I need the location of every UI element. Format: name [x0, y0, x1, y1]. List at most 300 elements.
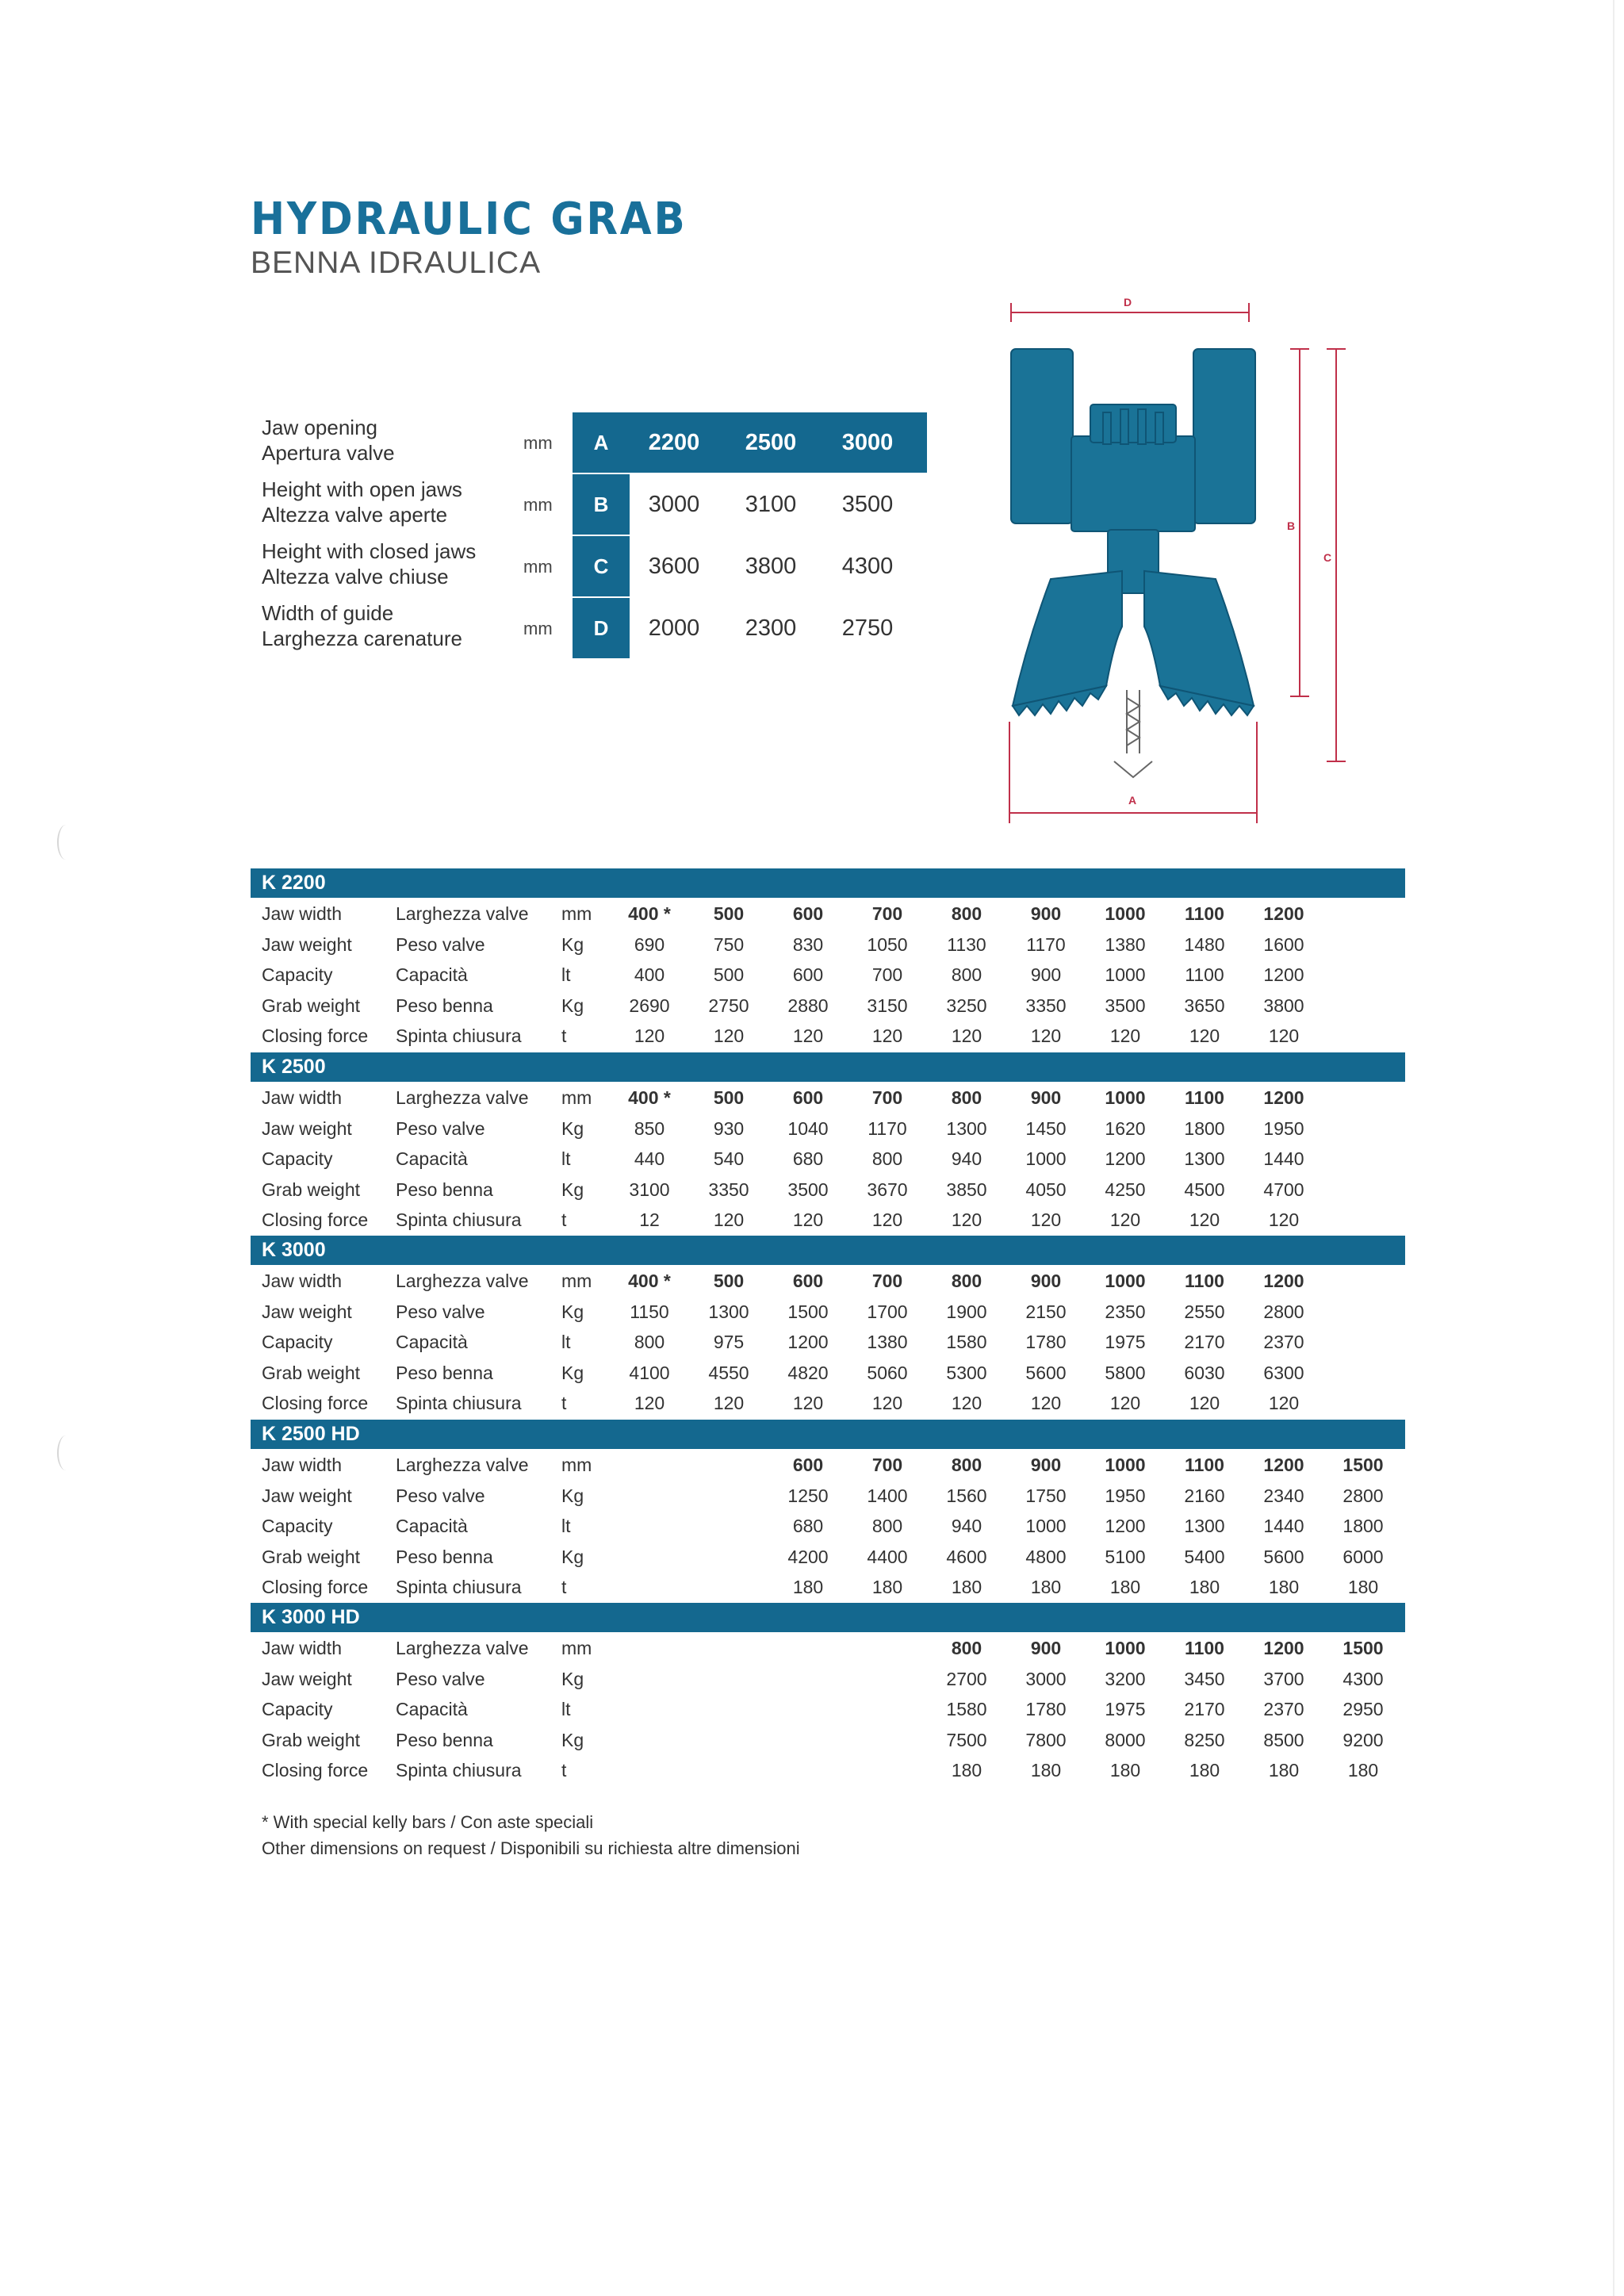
table-cell: 900 [1030, 903, 1062, 924]
row-label-it: Spinta chiusura [396, 1025, 522, 1047]
dimension-value: 3000 [841, 430, 894, 455]
table-cell: 1440 [1263, 1516, 1304, 1537]
row-unit: Kg [561, 1301, 584, 1322]
row-unit: mm [561, 1087, 592, 1108]
table-cell: 1200 [787, 1332, 829, 1353]
table-row [251, 1082, 1405, 1113]
table-row [251, 1754, 1405, 1785]
row-label-en: Grab weight [262, 1546, 361, 1567]
table-row [251, 898, 1405, 929]
dimension-unit: mm [523, 433, 553, 453]
table-cell: 1975 [1105, 1332, 1146, 1353]
table-cell: 2750 [708, 995, 749, 1016]
table-cell: 1800 [1342, 1516, 1384, 1537]
row-unit: t [561, 1393, 567, 1414]
dimension-key: A [573, 412, 630, 473]
table-row [251, 1143, 1405, 1174]
table-cell: 1800 [1184, 1117, 1225, 1139]
table-cell: 440 [634, 1148, 665, 1170]
table-cell: 1170 [868, 1117, 907, 1139]
table-cell: 1450 [1025, 1117, 1067, 1139]
row-label-it: Spinta chiusura [396, 1760, 522, 1781]
kelly-bar [1114, 690, 1152, 777]
table-cell: 800 [871, 1516, 903, 1537]
table-cell: 5600 [1025, 1362, 1067, 1383]
table-cell: 3100 [629, 1179, 670, 1200]
table-cell: 1100 [1185, 1087, 1224, 1108]
dimension-label-en: Height with open jaws [262, 477, 462, 501]
table-row [251, 1204, 1405, 1235]
table-cell: 690 [634, 933, 665, 955]
table-cell: 900 [1030, 964, 1062, 986]
row-unit: Kg [561, 1546, 584, 1567]
page-edge [1613, 0, 1614, 2296]
table-cell: 1000 [1025, 1148, 1067, 1170]
table-cell: 120 [871, 1209, 903, 1231]
table-cell: 4050 [1025, 1179, 1067, 1200]
row-label-it: Peso valve [396, 1301, 485, 1322]
row-label-en: Closing force [262, 1025, 369, 1047]
table-cell: 1050 [867, 933, 908, 955]
table-cell: 1100 [1185, 1638, 1224, 1658]
table-row [251, 1113, 1405, 1144]
table-cell: 4400 [867, 1546, 908, 1567]
table-cell: 680 [792, 1148, 824, 1170]
row-label-en: Jaw width [262, 1638, 342, 1658]
table-cell: 4200 [787, 1546, 829, 1567]
table-cell: 1780 [1025, 1699, 1067, 1720]
model-header: K 2500 HD [251, 1420, 1405, 1449]
table-cell: 1580 [946, 1332, 987, 1353]
table-row [251, 1541, 1405, 1572]
table-row [251, 1020, 1405, 1051]
row-label-it: Larghezza valve [396, 1087, 529, 1108]
row-unit: mm [561, 1638, 592, 1658]
table-cell: 120 [792, 1025, 824, 1047]
table-cell: 975 [713, 1332, 745, 1353]
row-label-en: Capacity [262, 1148, 333, 1170]
scan-mark [57, 825, 75, 860]
page-title: HYDRAULIC GRAB [251, 194, 688, 245]
row-unit: mm [561, 903, 592, 924]
table-cell: 1400 [867, 1485, 908, 1506]
table-cell: 1100 [1185, 903, 1224, 924]
table-cell: 850 [634, 1117, 665, 1139]
table-cell: 2350 [1105, 1301, 1146, 1322]
table-cell: 1300 [1184, 1148, 1225, 1170]
table-cell: 3670 [867, 1179, 908, 1200]
table-cell: 4100 [629, 1362, 670, 1383]
table-cell: 4600 [946, 1546, 987, 1567]
table-cell: 3650 [1184, 995, 1225, 1016]
table-row [251, 1571, 1405, 1602]
table-cell: 900 [1030, 1087, 1062, 1108]
table-cell: 8000 [1105, 1729, 1146, 1750]
dimension-label-it: Altezza valve chiuse [262, 565, 449, 588]
dimension-row [262, 412, 928, 473]
spec-table [251, 1603, 1405, 1785]
table-cell: 2800 [1263, 1301, 1304, 1322]
row-label-it: Peso benna [396, 1362, 493, 1383]
row-label-en: Jaw weight [262, 1117, 352, 1139]
table-cell: 800 [871, 1148, 903, 1170]
table-cell: 700 [871, 903, 903, 924]
dimension-label-it: Altezza valve aperte [262, 503, 448, 527]
row-label-it: Peso benna [396, 1729, 493, 1750]
dimension-label-en: Jaw opening [262, 416, 377, 439]
row-unit: t [561, 1025, 567, 1047]
dimension-unit: mm [523, 495, 553, 515]
row-unit: Kg [561, 1485, 584, 1506]
row-label-en: Grab weight [262, 1362, 361, 1383]
table-cell: 5800 [1105, 1362, 1146, 1383]
table-cell: 4700 [1263, 1179, 1304, 1200]
dimension-label-en: Width of guide [262, 601, 394, 625]
table-cell: 180 [1268, 1760, 1300, 1781]
row-label-it: Peso benna [396, 1179, 493, 1200]
table-cell: 12 [639, 1209, 660, 1231]
table-cell: 600 [792, 1271, 824, 1291]
row-unit: Kg [561, 1179, 584, 1200]
row-label-it: Spinta chiusura [396, 1393, 522, 1414]
row-label-it: Capacità [396, 964, 468, 986]
label-d: D [1124, 296, 1132, 309]
dimension-unit: mm [523, 557, 553, 577]
table-cell: 1560 [946, 1485, 987, 1506]
table-cell: 1200 [1263, 1455, 1304, 1475]
table-cell: 120 [871, 1025, 903, 1047]
row-label-it: Capacità [396, 1332, 468, 1353]
table-cell: 500 [713, 1087, 745, 1108]
spec-table [251, 1420, 1405, 1602]
row-label-en: Closing force [262, 1393, 369, 1414]
table-cell: 1000 [1105, 964, 1146, 986]
table-cell: 1150 [630, 1301, 669, 1322]
row-unit: lt [561, 964, 571, 986]
table-cell: 3000 [1025, 1668, 1067, 1689]
table-cell: 3700 [1263, 1668, 1304, 1689]
table-cell: 1500 [1342, 1455, 1384, 1475]
row-unit: Kg [561, 933, 584, 955]
row-label-en: Jaw weight [262, 933, 352, 955]
table-cell: 180 [1347, 1577, 1379, 1598]
table-cell: 900 [1030, 1271, 1062, 1291]
table-cell: 4500 [1184, 1179, 1225, 1200]
table-cell: 1250 [787, 1485, 829, 1506]
row-label-en: Capacity [262, 1516, 333, 1537]
table-cell: 180 [951, 1760, 982, 1781]
table-cell: 2690 [629, 995, 670, 1016]
dimension-label-it: Larghezza carenature [262, 627, 462, 650]
table-row [251, 1510, 1405, 1541]
table-cell: 180 [1030, 1760, 1062, 1781]
table-cell: 180 [871, 1577, 903, 1598]
table-cell: 120 [871, 1393, 903, 1414]
table-row [251, 1480, 1405, 1511]
row-label-en: Jaw weight [262, 1301, 352, 1322]
table-cell: 1700 [867, 1301, 908, 1322]
row-label-it: Spinta chiusura [396, 1577, 522, 1598]
dimension-value: 2000 [648, 615, 700, 641]
table-cell: 1200 [1263, 964, 1304, 986]
row-label-it: Peso benna [396, 1546, 493, 1567]
table-cell: 2700 [946, 1668, 987, 1689]
row-label-it: Larghezza valve [396, 1638, 529, 1658]
row-label-en: Jaw width [262, 1455, 342, 1475]
row-label-en: Grab weight [262, 995, 361, 1016]
row-label-en: Closing force [262, 1760, 369, 1781]
row-unit: mm [561, 1455, 592, 1475]
row-unit: Kg [561, 1729, 584, 1750]
row-label-en: Jaw width [262, 903, 342, 924]
label-a: A [1128, 794, 1137, 807]
table-row [251, 1693, 1405, 1724]
table-cell: 930 [713, 1117, 745, 1139]
dimension-value: 2300 [745, 615, 797, 641]
table-row [251, 1296, 1405, 1327]
table-cell: 1170 [1026, 933, 1066, 955]
table-cell: 180 [1347, 1760, 1379, 1781]
table-cell: 8500 [1263, 1729, 1304, 1750]
table-cell: 120 [1268, 1025, 1300, 1047]
dimension-value: 3500 [841, 492, 894, 517]
table-cell: 2880 [787, 995, 829, 1016]
table-cell: 700 [871, 1271, 903, 1291]
grab-body [1011, 349, 1255, 715]
row-label-en: Grab weight [262, 1729, 361, 1750]
table-cell: 1480 [1184, 933, 1225, 955]
table-cell: 3500 [1105, 995, 1146, 1016]
table-cell: 120 [1189, 1209, 1220, 1231]
dimension-value: 3100 [745, 492, 797, 517]
table-cell: 800 [951, 1455, 982, 1475]
table-cell: 2370 [1263, 1699, 1304, 1720]
footnote-other: Other dimensions on request / Disponibili su richiesta altre dimensioni [262, 1838, 800, 1858]
table-cell: 1950 [1263, 1117, 1304, 1139]
row-label-it: Larghezza valve [396, 903, 529, 924]
table-cell: 600 [792, 1087, 824, 1108]
table-cell: 400 * [628, 903, 671, 924]
row-label-it: Peso valve [396, 933, 485, 955]
table-cell: 600 [792, 964, 824, 986]
table-cell: 180 [1268, 1577, 1300, 1598]
table-cell: 120 [1189, 1025, 1220, 1047]
table-cell: 4800 [1025, 1546, 1067, 1567]
table-cell: 800 [951, 964, 982, 986]
table-cell: 1780 [1025, 1332, 1067, 1353]
table-cell: 1300 [1184, 1516, 1225, 1537]
row-label-it: Capacità [396, 1148, 468, 1170]
table-cell: 180 [1189, 1760, 1220, 1781]
table-cell: 5060 [867, 1362, 908, 1383]
dimension-row [262, 536, 928, 596]
dimension-value: 3600 [648, 554, 700, 579]
row-label-en: Closing force [262, 1577, 369, 1598]
table-cell: 1600 [1263, 933, 1304, 955]
model-header: K 2500 [251, 1052, 1405, 1082]
table-row [251, 1724, 1405, 1755]
table-cell: 700 [871, 964, 903, 986]
table-cell: 940 [951, 1148, 982, 1170]
label-c: C [1323, 551, 1332, 564]
table-cell: 180 [951, 1577, 982, 1598]
table-cell: 120 [1109, 1025, 1141, 1047]
dimension-value: 4300 [841, 554, 894, 579]
table-cell: 6300 [1263, 1362, 1304, 1383]
dimension-key: B [573, 474, 630, 535]
table-cell: 1300 [946, 1117, 987, 1139]
table-cell: 1000 [1105, 1087, 1146, 1108]
dimension-label-en: Height with closed jaws [262, 539, 477, 563]
table-cell: 3150 [867, 995, 908, 1016]
table-cell: 2370 [1263, 1332, 1304, 1353]
table-cell: 180 [1109, 1577, 1141, 1598]
table-row [251, 1632, 1405, 1663]
row-unit: t [561, 1209, 567, 1231]
table-cell: 1200 [1105, 1148, 1146, 1170]
table-cell: 800 [951, 1087, 982, 1108]
row-label-en: Capacity [262, 1332, 333, 1353]
table-cell: 1040 [787, 1117, 829, 1139]
table-cell: 120 [713, 1393, 745, 1414]
table-row [251, 1387, 1405, 1418]
table-cell: 5400 [1184, 1546, 1225, 1567]
table-cell: 1000 [1025, 1516, 1067, 1537]
table-row [251, 990, 1405, 1021]
row-label-it: Capacità [396, 1699, 468, 1720]
table-cell: 120 [1030, 1025, 1062, 1047]
table-cell: 1000 [1105, 1455, 1146, 1475]
row-unit: t [561, 1577, 567, 1598]
dimension-value: 3800 [745, 554, 797, 579]
table-cell: 2170 [1184, 1332, 1225, 1353]
table-cell: 3200 [1105, 1668, 1146, 1689]
table-cell: 180 [1109, 1760, 1141, 1781]
table-cell: 120 [634, 1393, 665, 1414]
row-unit: Kg [561, 1117, 584, 1139]
table-cell: 680 [792, 1516, 824, 1537]
table-cell: 120 [1030, 1209, 1062, 1231]
row-unit: Kg [561, 1362, 584, 1383]
row-unit: lt [561, 1699, 571, 1720]
table-cell: 1975 [1105, 1699, 1146, 1720]
table-cell: 5600 [1263, 1546, 1304, 1567]
table-cell: 2340 [1263, 1485, 1304, 1506]
dimension-key: D [573, 598, 630, 658]
table-row [251, 1449, 1405, 1480]
table-cell: 3500 [787, 1179, 829, 1200]
table-cell: 7500 [946, 1729, 987, 1750]
spec-table [251, 1236, 1405, 1418]
table-cell: 4300 [1342, 1668, 1384, 1689]
table-cell: 7800 [1025, 1729, 1067, 1750]
row-unit: t [561, 1760, 567, 1781]
table-cell: 3350 [1025, 995, 1067, 1016]
table-cell: 600 [792, 1455, 824, 1475]
table-cell: 3850 [946, 1179, 987, 1200]
table-cell: 180 [792, 1577, 824, 1598]
row-label-it: Spinta chiusura [396, 1209, 522, 1231]
table-cell: 400 * [628, 1271, 671, 1291]
table-cell: 500 [713, 964, 745, 986]
table-cell: 120 [713, 1209, 745, 1231]
row-label-en: Jaw width [262, 1271, 342, 1291]
dimension-value: 2500 [745, 430, 797, 455]
row-label-en: Jaw weight [262, 1485, 352, 1506]
table-cell: 1100 [1185, 1455, 1224, 1475]
row-label-it: Peso valve [396, 1117, 485, 1139]
table-cell: 2150 [1025, 1301, 1067, 1322]
row-unit: Kg [561, 995, 584, 1016]
dimension-row [262, 598, 928, 658]
table-cell: 1580 [946, 1699, 987, 1720]
row-label-it: Larghezza valve [396, 1455, 529, 1475]
spec-table [251, 1052, 1405, 1235]
dimension-value: 2200 [648, 430, 700, 455]
table-cell: 5300 [946, 1362, 987, 1383]
dimension-key: C [573, 536, 630, 596]
table-cell: 180 [1189, 1577, 1220, 1598]
table-cell: 800 [634, 1332, 665, 1353]
table-cell: 120 [1109, 1393, 1141, 1414]
table-row [251, 959, 1405, 990]
table-cell: 2160 [1184, 1485, 1225, 1506]
row-label-en: Capacity [262, 964, 333, 986]
spec-table [251, 868, 1405, 1051]
table-row [251, 1326, 1405, 1357]
table-row [251, 1663, 1405, 1694]
table-cell: 400 [634, 964, 665, 986]
table-cell: 120 [1189, 1393, 1220, 1414]
table-cell: 1620 [1105, 1117, 1146, 1139]
table-cell: 940 [951, 1516, 982, 1537]
dimension-value: 2750 [841, 615, 894, 641]
table-row [251, 1265, 1405, 1296]
table-cell: 1200 [1263, 1638, 1304, 1658]
table-cell: 120 [792, 1209, 824, 1231]
grab-drawing [995, 293, 1376, 833]
table-cell: 800 [951, 1638, 982, 1658]
table-cell: 1000 [1105, 1271, 1146, 1291]
table-cell: 1200 [1263, 903, 1304, 924]
dimension-row [262, 474, 928, 535]
table-cell: 1500 [787, 1301, 829, 1322]
row-label-it: Peso valve [396, 1485, 485, 1506]
table-cell: 180 [1030, 1577, 1062, 1598]
table-cell: 120 [951, 1209, 982, 1231]
dimension-value: 3000 [648, 492, 700, 517]
table-cell: 800 [951, 903, 982, 924]
table-cell: 120 [1030, 1393, 1062, 1414]
table-cell: 120 [1109, 1209, 1141, 1231]
table-cell: 540 [713, 1148, 745, 1170]
table-cell: 120 [951, 1025, 982, 1047]
table-row [251, 1357, 1405, 1388]
scan-mark [57, 1435, 75, 1470]
dimension-unit: mm [523, 619, 553, 638]
row-label-en: Jaw width [262, 1087, 342, 1108]
table-cell: 2550 [1184, 1301, 1225, 1322]
row-label-it: Peso valve [396, 1668, 485, 1689]
row-unit: lt [561, 1516, 571, 1537]
table-cell: 3800 [1263, 995, 1304, 1016]
table-cell: 1500 [1342, 1638, 1384, 1658]
table-cell: 1950 [1105, 1485, 1146, 1506]
table-cell: 120 [713, 1025, 745, 1047]
table-cell: 1750 [1025, 1485, 1067, 1506]
table-cell: 120 [951, 1393, 982, 1414]
table-cell: 8250 [1184, 1729, 1225, 1750]
